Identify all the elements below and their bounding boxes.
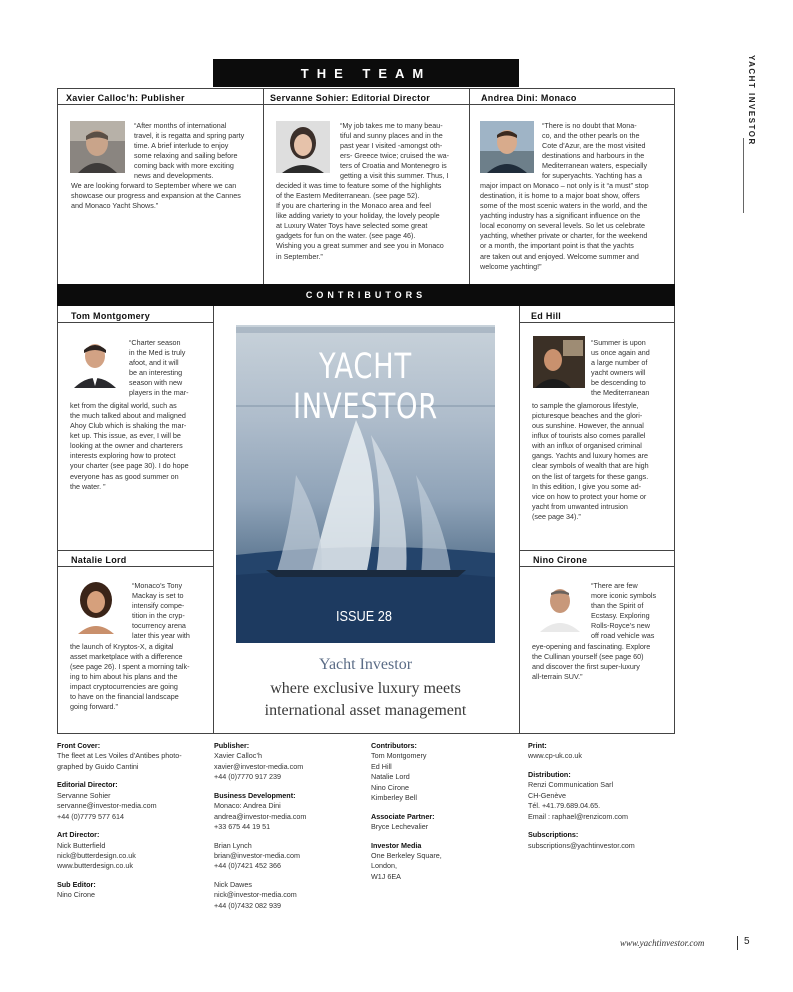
credit-line: graphed by Guido Cantini: [57, 761, 139, 771]
credit-label: Subscriptions:: [528, 830, 579, 840]
credit-line: Natalie Lord: [371, 772, 410, 782]
nino-quote-wrap: “There are few more iconic symbols than the Spirit of Ecstasy. Exploring Rolls-Royce’s new off road vehicle was: [591, 581, 657, 641]
credit-line: Tom Montgomery: [371, 751, 427, 761]
natalie-title: Natalie Lord: [71, 555, 127, 565]
publisher-quote-wrap: “After months of international travel, it is regatta and spring party time. A brief interlude to enjoy some relaxing and sailing before coming back with more exciting news and developments.: [134, 121, 245, 181]
credit-line: Ed Hill: [371, 761, 392, 771]
credit-line: xavier@investor-media.com: [214, 761, 304, 771]
credit-line: +44 (0)7421 452 366: [214, 861, 281, 871]
credit-line: Bryce Lechevalier: [371, 822, 429, 832]
credit-label: Editorial Director:: [57, 780, 118, 790]
cover-issue: ISSUE 28: [336, 608, 392, 625]
credit-line: www.butterdesign.co.uk: [57, 861, 133, 871]
servanne-photo: [276, 121, 330, 173]
credit-line: Renzi Communication Sarl: [528, 780, 614, 790]
natalie-quote-full: the launch of Kryptos-X, a digital asset marketplace with a difference (see page 26). I spent a morning talk- ing to him about his plans and the impact cryptocurrencies are going to have on the financial landscape going forward.”: [70, 642, 190, 712]
tom-quote-wrap: “Charter season in the Med is truly afoot, and it will be an interesting season with new players in the mar-: [129, 338, 189, 398]
ed-quote-full: to sample the glamorous lifestyle, picturesque beaches and the glori- ous sunshine. However, the annual influx of tourists also comes parallel with an influx of organised criminal gangs. Yachts and luxury homes are clear symbols of wealth that are high on the list of targets for these gangs. In this edition, I give you some ad- vice on how to protect your home or yacht from unwanted intrusion (see page 34).”: [532, 401, 649, 521]
team-title-publisher: Xavier Calloc’h: Publisher: [66, 93, 185, 103]
tom-photo: [69, 336, 121, 388]
credit-line: +33 675 44 19 51: [214, 822, 271, 832]
contrib-col-divider-1: [213, 306, 214, 733]
nino-photo: [534, 580, 586, 632]
credit-label: Distribution:: [528, 769, 571, 779]
page-url: www.yachtinvestor.com: [620, 938, 705, 948]
page-number-divider: [737, 936, 738, 950]
tagline-line-1: where exclusive luxury meets: [270, 680, 461, 697]
credit-line: Nino Cirone: [57, 890, 95, 900]
credit-label: Front Cover:: [57, 741, 101, 750]
credit-line: +44 (0)7770 917 239: [214, 772, 281, 782]
credit-line: subscriptions@yachtinvestor.com: [528, 840, 635, 850]
credit-line: Nino Cirone: [371, 782, 409, 792]
credit-line: nick@investor-media.com: [214, 890, 297, 900]
credit-label: Sub Editor:: [57, 879, 96, 889]
credit-line: W1J 6EA: [371, 871, 401, 881]
credit-label: Associate Partner:: [371, 811, 435, 821]
team-banner: THE TEAM: [213, 59, 519, 87]
natalie-quote-wrap: “Monaco’s Tony Mackay is set to intensify compe- tition in the cryp- tocurrency arena later this year with: [132, 581, 190, 641]
ed-photo: [533, 336, 585, 388]
credit-line: Email : raphael@renzicom.com: [528, 811, 628, 821]
credit-line: Servanne Sohier: [57, 790, 111, 800]
nino-header-line: [519, 566, 675, 567]
ed-title: Ed Hill: [531, 311, 562, 321]
credit-line: Xavier Calloc’h: [214, 751, 262, 761]
ed-header-line: [519, 322, 675, 323]
editor-quote-full: decided it was time to feature some of the highlights of the Eastern Mediterranean. (see page 52). If you are chartering in the Monaco area and feel like adding variety to your holiday, the lovely people at Luxury Water Toys have selected some great gadgets for fun on the water. (see page 46). Wishing you a great summer and see you in Monaco in September.”: [276, 181, 444, 261]
credits-column-4: [528, 741, 678, 851]
natalie-top-line: [57, 550, 213, 551]
credit-label: Contributors:: [371, 741, 417, 750]
ed-quote-wrap: “Summer is upon us once again and a large number of yacht owners will be descending to the Mediterranean: [591, 338, 650, 398]
tagline-line-2: international asset management: [264, 702, 467, 719]
credit-label: Publisher:: [214, 741, 250, 750]
credit-line: Kimberley Bell: [371, 793, 417, 803]
team-col-divider-1: [263, 88, 264, 284]
contrib-col-divider-2: [519, 306, 520, 733]
credit-line: www.cp-uk.co.uk: [528, 751, 582, 761]
credit-line: London,: [371, 861, 397, 871]
team-col-divider-2: [469, 88, 470, 284]
credit-line: brian@investor-media.com: [214, 850, 300, 860]
publisher-quote-full: We are looking forward to September where we can showcase our progress and expansion at the Cannes and Monaco Yacht Shows.”: [71, 181, 241, 211]
tom-header-line: [57, 322, 213, 323]
team-header-divider: [57, 104, 675, 105]
nino-title: Nino Cirone: [533, 555, 588, 565]
credit-line: Nick Dawes: [214, 879, 252, 889]
credit-label: Business Development:: [214, 790, 296, 800]
contrib-frame-bottom: [57, 733, 675, 734]
nino-top-line: [519, 550, 675, 551]
credit-line: +44 (0)7432 082 939: [214, 900, 281, 910]
spine-title: YACHT INVESTOR: [747, 55, 756, 146]
team-box-left: [57, 88, 58, 284]
monaco-quote-full: major impact on Monaco – not only is it “a must” stop destination, it is home to a major boat show, offers some of the most scenic waters in the world, and the yachting industry has a significant influence on the local economy on several levels. So let us celebrate yachting, whether private or charter, for the weekend or a month, the important point is that the yachts are taken out and enjoyed. Welcome summer and welcome yachting!”: [480, 181, 649, 271]
credit-line: CH-Genève: [528, 790, 566, 800]
credit-label: Print:: [528, 741, 547, 750]
team-box-top: [57, 88, 675, 89]
team-title-monaco: Andrea Dini: Monaco: [481, 93, 577, 103]
contributors-banner: CONTRIBUTORS: [57, 284, 675, 306]
credit-label: Investor Media: [371, 840, 422, 850]
andrea-photo: [480, 121, 534, 173]
credits-column-2: [214, 741, 364, 911]
tagline-brand: Yacht Investor: [318, 656, 413, 673]
page-number: 5: [744, 936, 750, 947]
magazine-cover: [236, 325, 495, 643]
credit-line: nick@butterdesign.co.uk: [57, 850, 136, 860]
contrib-frame-left: [57, 306, 58, 733]
cover-masthead: YACHT INVESTOR: [292, 347, 439, 427]
credit-line: Tél. +41.79.689.04.65.: [528, 801, 601, 811]
credit-label: Art Director:: [57, 830, 100, 840]
tom-quote-full: ket from the digital world, such as the much talked about and maligned Ahoy Club which is shaking the mar- ket up. This issue, as ever, I will be looking at the owner and charterers interests exploring how to protect your charter (see page 30). I do hope everyone has as good summer on the water. ”: [70, 401, 189, 491]
editor-quote-wrap: “My job takes me to many beau- tiful and sunny places and in the past year I visited -amongst oth- ers- Greece twice; cruised the wa- ters of Croatia and Montenegro is getting a visit this summer. Thus, I: [340, 121, 450, 181]
natalie-header-line: [57, 566, 213, 567]
team-box-right: [674, 88, 675, 284]
credits-column-3: [371, 741, 521, 882]
contrib-frame-right: [674, 306, 675, 733]
credit-line: Monaco: Andrea Dini: [214, 801, 281, 811]
credit-line: +44 (0)7779 577 614: [57, 811, 124, 821]
credit-line: andrea@investor-media.com: [214, 811, 307, 821]
credits-column-1: [57, 741, 207, 901]
spine-divider: [743, 138, 744, 213]
credit-line: Brian Lynch: [214, 840, 252, 850]
team-title-editor: Servanne Sohier: Editorial Director: [270, 93, 431, 103]
credit-line: servanne@investor-media.com: [57, 801, 157, 811]
natalie-photo: [70, 580, 122, 634]
credit-line: Nick Butterfield: [57, 840, 106, 850]
xavier-photo: [70, 121, 125, 173]
monaco-quote-wrap: “There is no doubt that Mona- co, and the other pearls on the Cote d’Azur, are the most visited destinations and harbours in the Mediterranean waters, especially for superyachts. Yachting has a: [542, 121, 648, 181]
credit-line: The fleet at Les Voiles d’Antibes photo-: [57, 751, 182, 761]
nino-quote-full: eye-opening and fascinating. Explore the Cullinan yourself (see page 60) and discover the first super-luxury all-terrain SUV.”: [532, 642, 651, 682]
credit-line: One Berkeley Square,: [371, 850, 442, 860]
tom-title: Tom Montgomery: [71, 311, 151, 321]
